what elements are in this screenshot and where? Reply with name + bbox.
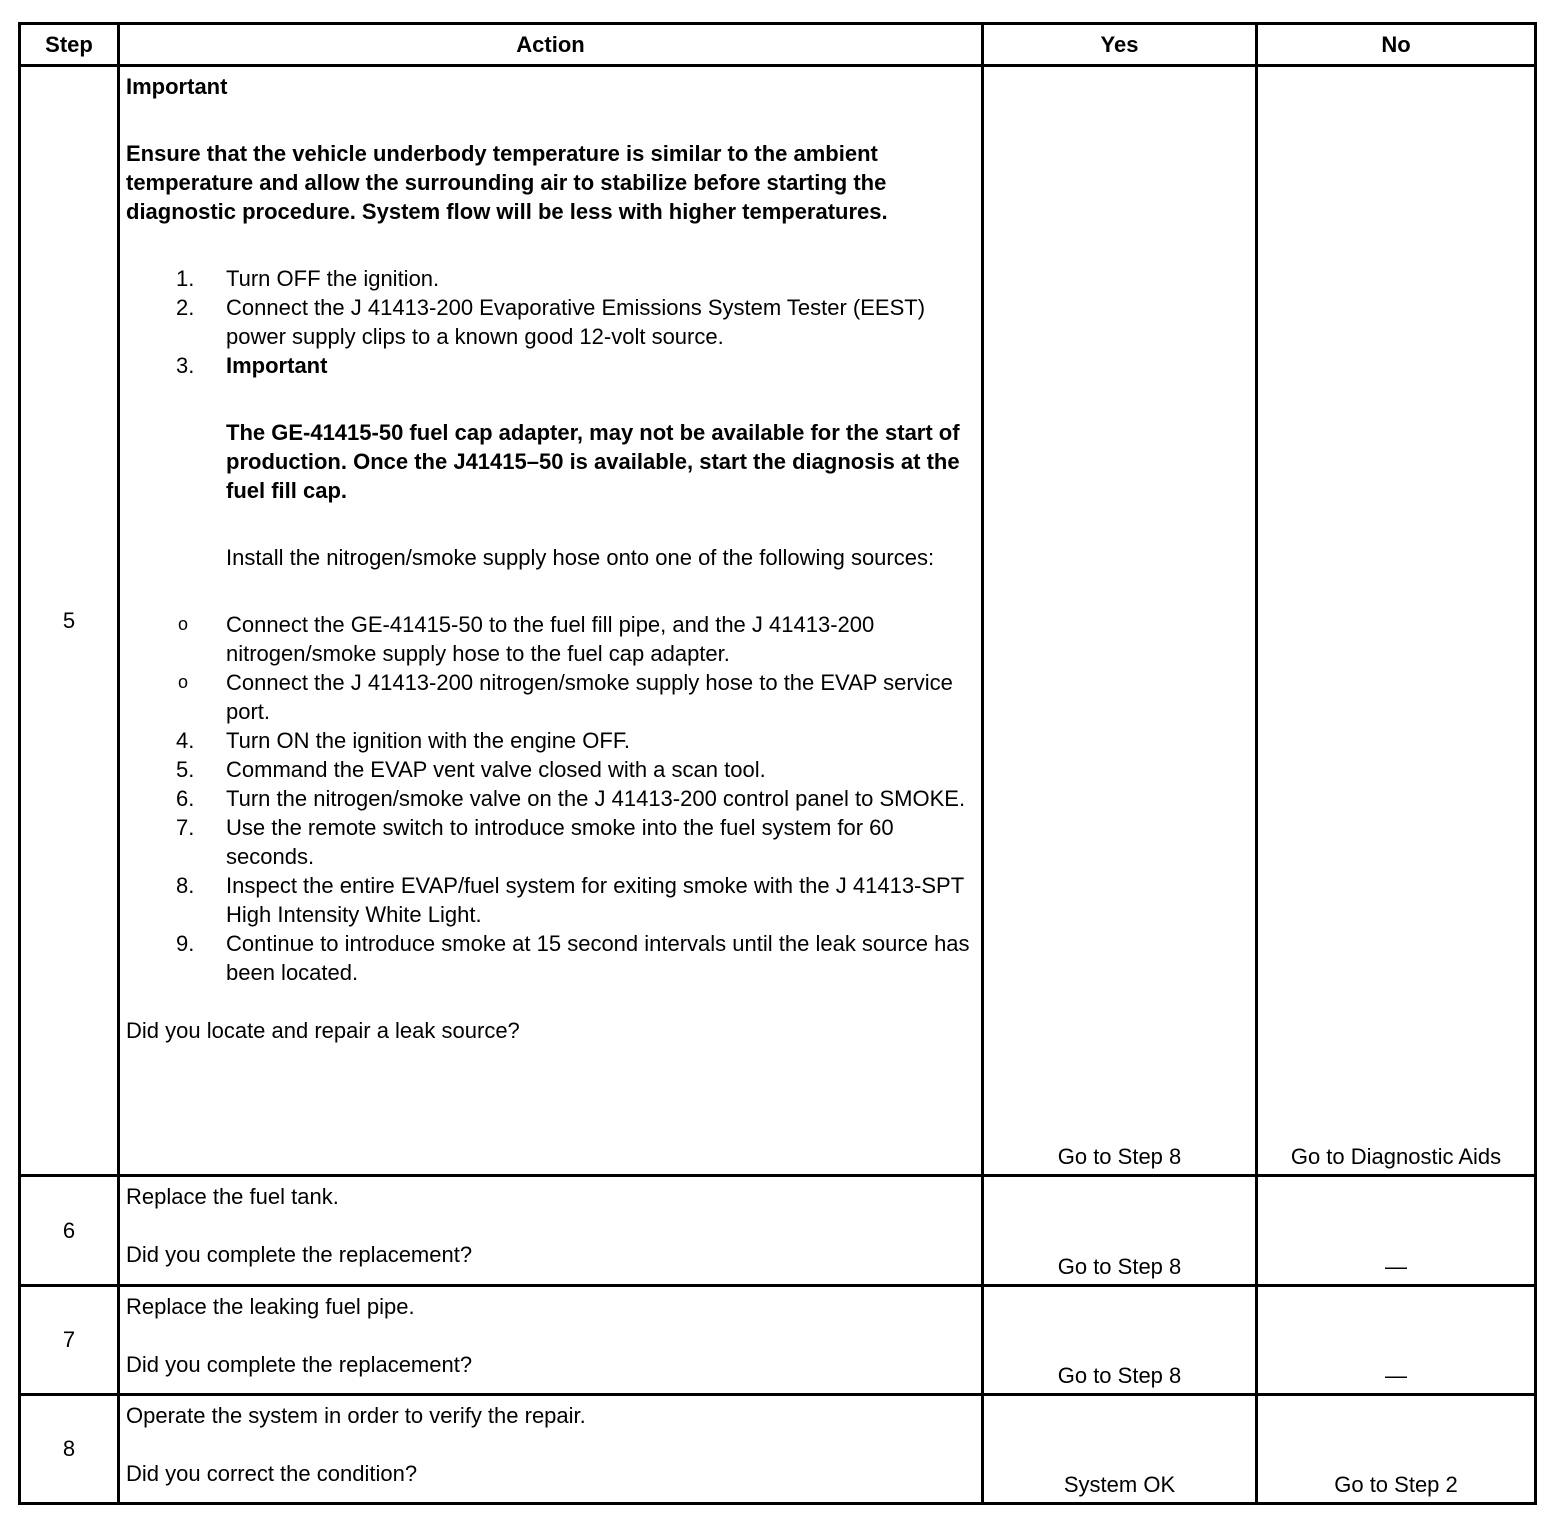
list-item: 3. Important The GE-41415-50 fuel cap adapter, may not be available for the start of production. Once the J41415–50 is available, start the diagnosis at the fuel fill cap. Install the nitrogen/smoke supply hose onto one of the following sources: o Connect the GE-41415-50 to the fuel fill pipe, and the J 41413-200 nitrogen/smoke supply hose to the fuel cap adapter. o Connect the J 41413-200 nitrogen/smoke supply hose to the EVAP service port. (126, 351, 975, 726)
no-result: — (1257, 1285, 1536, 1394)
step-number: 6 (20, 1176, 119, 1285)
list-item: 4. Turn ON the ignition with the engine OFF. (176, 728, 630, 753)
important-label: Important (126, 74, 228, 99)
header-step: Step (20, 24, 119, 66)
header-action: Action (119, 24, 983, 66)
question: Did you complete the replacement? (126, 1242, 473, 1268)
list-item: 1. Turn OFF the ignition. (176, 266, 440, 291)
action-cell (119, 1285, 983, 1394)
question: Did you locate and repair a leak source? (126, 1018, 520, 1043)
diagnostic-table (18, 22, 1537, 1505)
question: Did you correct the condition? (126, 1460, 418, 1486)
table-row (20, 1394, 1536, 1503)
yes-result: Go to Step 8 (983, 1285, 1257, 1394)
step-number: 5 (20, 66, 119, 1176)
important-note: Ensure that the vehicle underbody temperature is similar to the ambient temperature and allow the surrounding air to stabilize before starting the diagnostic procedure. System flow will be less with higher temperatures. (126, 141, 888, 224)
action-text: Operate the system in order to verify the repair. (126, 1402, 586, 1428)
table-row (20, 1176, 1536, 1285)
no-result: Go to Step 2 (1257, 1394, 1536, 1503)
bullet-icon: o (178, 672, 189, 692)
action-text: Replace the fuel tank. (126, 1184, 339, 1210)
action-cell (119, 1176, 983, 1285)
header-yes: Yes (983, 24, 1257, 66)
bullet-icon: o (178, 614, 189, 634)
action-cell (119, 1394, 983, 1503)
action-text: Replace the leaking fuel pipe. (126, 1293, 415, 1319)
source-options-list (126, 610, 975, 726)
sub-list-item: o Connect the J 41413-200 nitrogen/smoke supply hose to the EVAP service port. (178, 670, 953, 724)
important-label: Important (226, 353, 328, 378)
list-item: 8. Inspect the entire EVAP/fuel system for exiting smoke with the J 41413-SPT High Intensity White Light. (176, 873, 964, 927)
no-result: — (1257, 1176, 1536, 1285)
yes-result: System OK (983, 1394, 1257, 1503)
list-item: 7. Use the remote switch to introduce smoke into the fuel system for 60 seconds. (176, 815, 894, 869)
procedure-list (126, 264, 975, 987)
step-number: 7 (20, 1285, 119, 1394)
step-number: 8 (20, 1394, 119, 1503)
list-item: 6. Turn the nitrogen/smoke valve on the J 41413-200 control panel to SMOKE. (176, 786, 966, 811)
header-no: No (1257, 24, 1536, 66)
important-note: The GE-41415-50 fuel cap adapter, may not be available for the start of production. Once the J41415–50 is available, start the diagnosis at the fuel fill cap. (226, 420, 960, 503)
table-row (20, 66, 1536, 1176)
no-result: Go to Diagnostic Aids (1257, 66, 1536, 1176)
list-item: 9. Continue to introduce smoke at 15 second intervals until the leak source has been located. (176, 931, 970, 985)
sub-list-item: o Connect the GE-41415-50 to the fuel fill pipe, and the J 41413-200 nitrogen/smoke supply hose to the fuel cap adapter. (178, 612, 875, 666)
table-row (20, 1285, 1536, 1394)
question: Did you complete the replacement? (126, 1351, 473, 1377)
yes-result: Go to Step 8 (983, 66, 1257, 1176)
list-item: 2. Connect the J 41413-200 Evaporative Emissions System Tester (EEST) power supply clips to a known good 12-volt source. (176, 295, 926, 349)
action-cell (119, 66, 983, 1176)
header-row (20, 24, 1536, 66)
yes-result: Go to Step 8 (983, 1176, 1257, 1285)
list-item-text: Install the nitrogen/smoke supply hose onto one of the following sources: (226, 545, 935, 570)
list-item: 5. Command the EVAP vent valve closed with a scan tool. (176, 757, 766, 782)
